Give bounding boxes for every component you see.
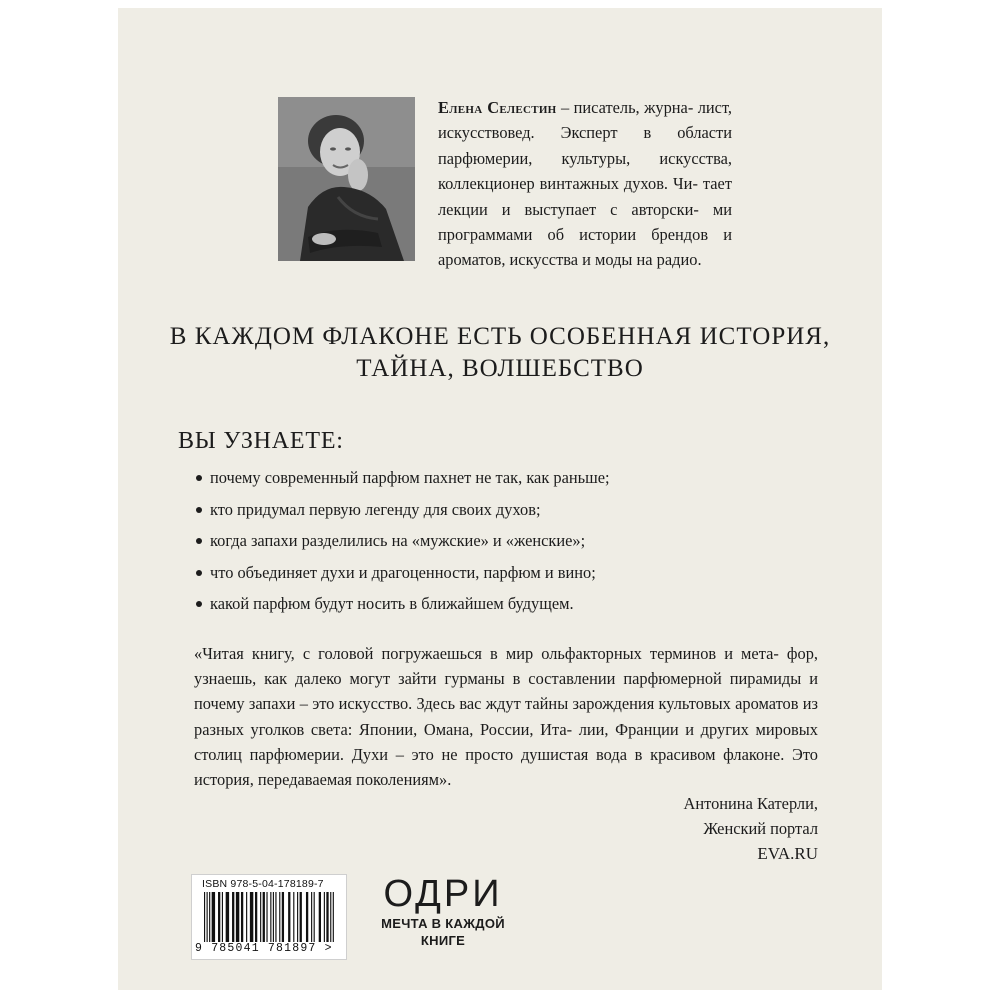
barcode-bar xyxy=(246,892,247,942)
barcode-bar xyxy=(270,892,271,942)
barcode-bar xyxy=(263,892,265,942)
quote-line: лии, Франции и других мировых столиц парфюмерии. Духи – это не просто xyxy=(194,719,818,764)
bullet-icon xyxy=(196,507,202,513)
headline xyxy=(118,321,882,385)
barcode-digits: 9 785041 781897 > xyxy=(195,942,333,955)
learn-title: ВЫ УЗНАЕТЕ: xyxy=(178,428,344,454)
list-item-text: почему современный парфюм пахнет не так, как раньше; xyxy=(210,468,610,487)
barcode-bar xyxy=(314,892,315,942)
barcode-bars xyxy=(204,892,336,942)
barcode-bar xyxy=(275,892,276,942)
barcode-bar xyxy=(273,892,274,942)
list-item xyxy=(178,588,610,620)
barcode-bar xyxy=(232,892,234,942)
barcode-bar xyxy=(333,892,334,942)
publisher-logo xyxy=(370,874,516,948)
barcode-bar xyxy=(222,892,223,942)
barcode-bar xyxy=(279,892,280,942)
bullet-icon xyxy=(196,570,202,576)
barcode-bar xyxy=(326,892,328,942)
barcode-bar xyxy=(260,892,261,942)
barcode-bar xyxy=(209,892,210,942)
isbn-barcode xyxy=(191,874,347,960)
barcode-bar xyxy=(288,892,290,942)
book-back-cover xyxy=(118,8,882,990)
learn-list xyxy=(178,462,610,620)
isbn-number: ISBN 978-5-04-178189-7 xyxy=(202,878,324,890)
list-item-text: когда запахи разделились на «мужские» и «женские»; xyxy=(210,531,586,550)
list-item-text: что объединяет духи и драгоценности, парфюм и вино; xyxy=(210,562,596,582)
barcode-bar xyxy=(311,892,312,942)
barcode-bar xyxy=(250,892,253,942)
list-item xyxy=(178,557,610,589)
quote-line: культовых ароматов из разных уголков света: Японии, Омана, России, Ита- xyxy=(194,694,818,739)
quote-line: душистая вода в красивом флаконе. Это история, передаваемая поколениям». xyxy=(194,744,818,790)
bullet-icon xyxy=(196,538,202,544)
publisher-name: ОДРИ xyxy=(383,873,503,915)
barcode-bar xyxy=(218,892,220,942)
barcode-bar xyxy=(293,892,294,942)
attribution-author: Антонина Катерли, xyxy=(683,794,818,813)
quote-line: «Читая книгу, с головой погружаешься в мир ольфакторных терминов и мета- xyxy=(194,644,779,663)
barcode-bar xyxy=(255,892,257,942)
review-quote xyxy=(194,641,818,792)
quote-attribution xyxy=(684,791,818,867)
barcode-bar xyxy=(297,892,298,942)
barcode-bar xyxy=(226,892,229,942)
list-item xyxy=(178,462,610,494)
barcode-bar xyxy=(300,892,302,942)
barcode-bar xyxy=(207,892,208,942)
author-portrait-image xyxy=(278,97,415,261)
author-bio-line: парфюмерии, культуры, искусства, xyxy=(438,148,732,168)
barcode-bar xyxy=(266,892,267,942)
author-bio-line: и ароматов, искусства и моды на радио. xyxy=(438,225,732,270)
author-bio-line: – писатель, журна- xyxy=(556,98,694,117)
barcode-bar xyxy=(319,892,321,942)
publisher-slogan-line: МЕЧТА В КАЖДОЙ xyxy=(381,916,505,931)
headline-line: В КАЖДОМ ФЛАКОНЕ ЕСТЬ ОСОБЕННАЯ ИСТОРИЯ, xyxy=(169,323,831,350)
attribution-site: EVA.RU xyxy=(757,844,818,864)
author-bio-line: коллекционер винтажных духов. Чи- xyxy=(438,174,698,194)
quote-line: фор, узнаешь, как далеко могут зайти гурманы в составлении парфюмерной xyxy=(194,644,818,689)
author-bio-line: лист, искусствовед. Эксперт в области xyxy=(438,98,732,143)
bullet-icon xyxy=(196,601,202,607)
list-item-text: кто придумал первую легенду для своих духов; xyxy=(210,499,541,519)
list-item-text: какой парфюм будут носить в ближайшем будущем. xyxy=(210,594,574,613)
barcode-bar xyxy=(241,892,243,942)
quote-line: пирамиды и почему запахи – это искусство. Здесь вас ждут тайны зарождения xyxy=(194,669,818,714)
barcode-bar xyxy=(282,892,284,942)
author-bio-line: ми программами об истории брендов xyxy=(438,199,732,245)
list-item xyxy=(178,525,610,557)
barcode-bar xyxy=(204,892,205,942)
headline-line: ТАЙНА, ВОЛШЕБСТВО xyxy=(356,355,644,382)
barcode-bar xyxy=(330,892,331,942)
barcode-bar xyxy=(324,892,325,942)
author-bio-line: тает лекции и выступает с авторски- xyxy=(438,174,732,219)
bullet-icon xyxy=(196,475,202,481)
author-bio xyxy=(438,95,732,273)
author-photo xyxy=(278,97,415,261)
barcode-bar xyxy=(306,892,308,942)
publisher-slogan-line: КНИГЕ xyxy=(420,933,466,948)
barcode-bar xyxy=(212,892,215,942)
attribution-source: Женский портал xyxy=(703,819,818,839)
list-item xyxy=(178,494,610,526)
author-name: Елена Селестин xyxy=(438,98,557,117)
barcode-bar xyxy=(236,892,239,942)
